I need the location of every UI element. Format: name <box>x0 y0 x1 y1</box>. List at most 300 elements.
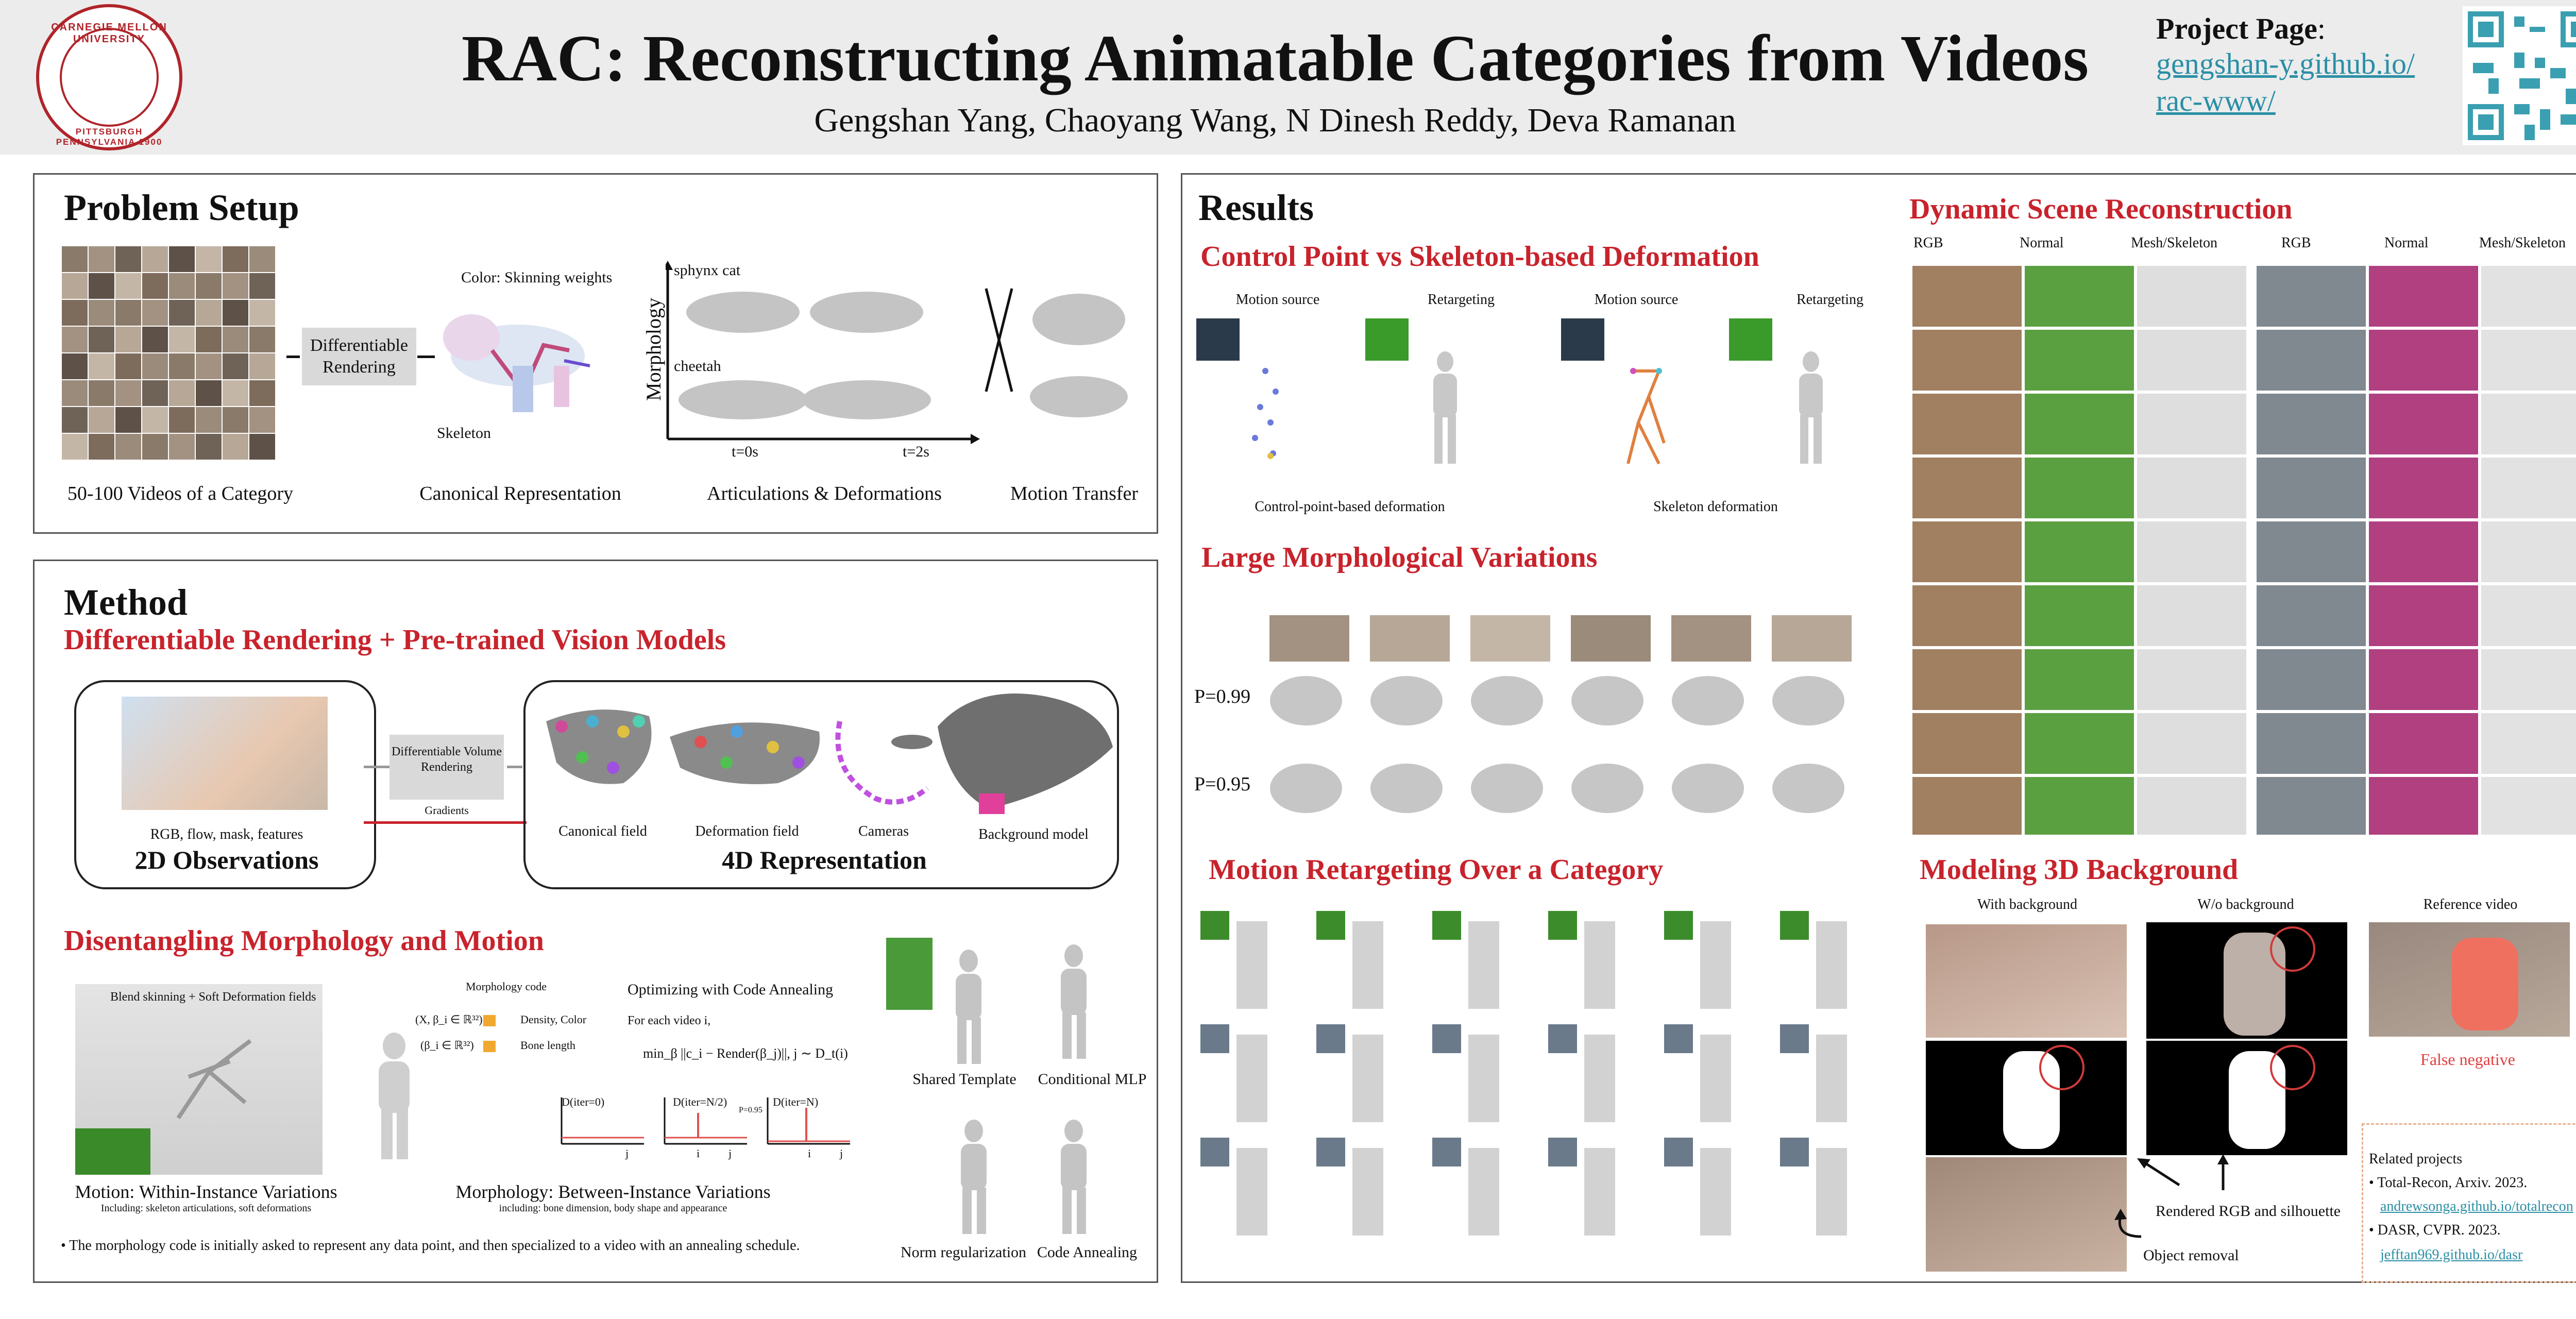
dynamic-frame <box>2025 394 2134 454</box>
animal-photo <box>1470 615 1550 662</box>
dynamic-frame <box>2257 585 2366 646</box>
dynamic-title: Dynamic Scene Reconstruction <box>1909 193 2293 225</box>
code-bars <box>483 1015 496 1026</box>
video-thumbnail <box>115 407 141 433</box>
retarget-thumbnail <box>1200 911 1229 940</box>
video-thumbnail <box>142 434 168 460</box>
video-thumbnail <box>115 300 141 326</box>
retarget-thumbnail <box>1780 911 1809 940</box>
video-thumbnail <box>142 353 168 379</box>
dynamic-frame <box>2137 713 2246 774</box>
dyn-col-mesh-2: Mesh/Skeleton <box>2479 235 2566 251</box>
video-thumbnail <box>89 434 114 460</box>
dynamic-frame <box>2481 777 2576 835</box>
silhouette-1 <box>1926 1041 2127 1155</box>
video-thumbnail <box>196 353 222 379</box>
video-thumbnail <box>223 327 248 352</box>
dynamic-frame <box>2369 330 2478 391</box>
animal-photo <box>1671 615 1751 662</box>
video-thumbnail <box>62 407 88 433</box>
dynamic-frame <box>2369 649 2478 710</box>
dynamic-frame <box>2137 266 2246 327</box>
canonical-field-label: Canonical field <box>558 823 647 839</box>
bg-without-1 <box>2146 922 2347 1039</box>
dynamic-frame <box>2369 713 2478 774</box>
arrow-icon <box>2215 1154 2231 1190</box>
video-thumbnail <box>169 246 195 272</box>
axis-i: i <box>697 1147 700 1160</box>
eq2-left: (β_i ∈ ℝ³²) <box>420 1039 474 1052</box>
retarget-thumbnail <box>1432 1138 1461 1166</box>
bg-col-without: W/o background <box>2197 897 2294 912</box>
dynamic-frame <box>2481 585 2576 646</box>
animal-photo-row <box>1269 615 1857 662</box>
retarget-human <box>1700 1148 1731 1236</box>
animal-mesh <box>1270 764 1342 813</box>
dyn-col-normal-2: Normal <box>2384 235 2429 251</box>
dynamic-frame <box>2481 266 2576 327</box>
retarget-thumbnail <box>1664 911 1693 940</box>
dynamic-frame <box>2025 713 2134 774</box>
code-annealing-label: Code Annealing <box>1037 1244 1138 1261</box>
annealing-objective: min_β ||c_i − Render(β_j)||, j ∼ D_t(i) <box>643 1046 848 1061</box>
video-thumbnail <box>89 353 114 379</box>
video-thumbnail <box>249 353 275 379</box>
video-thumbnail <box>223 246 248 272</box>
retarget-thumbnail <box>1780 1024 1809 1053</box>
dynamic-frame <box>1912 330 2022 391</box>
skeleton-retarget-figure <box>1788 350 1834 469</box>
dynamic-frame <box>2137 521 2246 582</box>
background-model-figure <box>927 685 1118 824</box>
dynamic-frame <box>1912 521 2022 582</box>
video-thumbnail <box>196 246 222 272</box>
dynamic-frame <box>2025 521 2134 582</box>
video-thumbnail <box>169 407 195 433</box>
dynamic-frame <box>2257 330 2366 391</box>
video-thumbnail <box>62 434 88 460</box>
animal-mesh <box>1772 764 1844 813</box>
gradients-label: Gradients <box>425 804 469 817</box>
canonical-cat-mesh <box>435 289 616 422</box>
retarget-thumbnail <box>1432 911 1461 940</box>
video-thumbnail <box>62 353 88 379</box>
retarget-human <box>1352 1148 1383 1236</box>
caption-videos: 50-100 Videos of a Category <box>67 483 294 504</box>
retarget-human <box>1584 1148 1615 1236</box>
caption-canonical: Canonical Representation <box>419 483 621 504</box>
animal-mesh <box>1571 764 1643 813</box>
bg-col-reference: Reference video <box>2423 897 2518 912</box>
axis-j: j <box>728 1147 732 1160</box>
video-thumbnail <box>196 300 222 326</box>
poster-authors: Gengshan Yang, Chaoyang Wang, N Dinesh Reddy, Deva Ramanan <box>814 102 1736 139</box>
video-thumbnail <box>142 300 168 326</box>
dynamic-frame <box>2369 458 2478 518</box>
norm-regularization-figure <box>948 1118 999 1237</box>
reference-video-frame <box>2369 922 2570 1037</box>
cp-title: Control Point vs Skeleton-based Deformation <box>1200 241 1759 273</box>
animal-mesh <box>1471 764 1543 813</box>
video-thumbnail <box>142 407 168 433</box>
code-annealing-figure <box>1048 1118 1099 1237</box>
arrow <box>507 766 522 768</box>
axis-i: i <box>808 1147 811 1160</box>
deformation-field-label: Deformation field <box>695 823 799 839</box>
video-thumbnail <box>169 380 195 406</box>
video-thumbnail <box>169 434 195 460</box>
video-thumbnail <box>223 300 248 326</box>
dynamic-frame <box>2369 521 2478 582</box>
video-thumbnail <box>249 327 275 352</box>
dynamic-frame <box>2025 777 2134 835</box>
video-thumbnail <box>223 407 248 433</box>
motion-subtitle: Including: skeleton articulations, soft deformations <box>100 1203 312 1214</box>
shared-template-figure <box>943 948 994 1067</box>
retarget-thumbnail <box>1780 1138 1809 1166</box>
morph-mesh-grid <box>1267 670 1860 824</box>
video-thumbnail <box>115 273 141 299</box>
dynamic-frame <box>2025 649 2134 710</box>
video-thumbnail <box>115 246 141 272</box>
p095-label: P=0.95 <box>1194 773 1251 795</box>
dynamic-frame <box>2481 330 2576 391</box>
retarget-thumbnail <box>1200 1138 1229 1166</box>
retarget-grid <box>1200 911 1886 1241</box>
cp-retargeting-2: Retargeting <box>1796 292 1864 308</box>
video-thumbnail <box>62 300 88 326</box>
disentangle-title: Disentangling Morphology and Motion <box>64 925 544 957</box>
caption-motion-transfer: Motion Transfer <box>1010 483 1139 504</box>
d-iter-n: D(iter=N) <box>773 1095 819 1108</box>
video-thumbnail <box>223 380 248 406</box>
cp-thumb <box>1196 318 1240 361</box>
retarget-human <box>1236 921 1267 1009</box>
video-thumbnail <box>169 273 195 299</box>
video-thumbnail <box>142 246 168 272</box>
retarget-thumbnail <box>1548 1024 1577 1053</box>
retarget-human <box>1468 1148 1499 1236</box>
dyn-col-rgb: RGB <box>1913 235 1943 251</box>
code-bars <box>483 1041 496 1052</box>
seal-bottom-text: PITTSBURGH PENNSYLVANIA 1900 <box>56 127 163 147</box>
articulation-chart <box>666 261 980 444</box>
animal-mesh <box>1370 764 1443 813</box>
retarget-human <box>1236 1035 1267 1122</box>
video-thumbnail <box>142 327 168 352</box>
skeleton-label: Skeleton <box>437 425 491 442</box>
video-thumbnail <box>196 327 222 352</box>
seal-top-text: CARNEGIE MELLON UNIVERSITY <box>51 22 167 45</box>
animal-mesh <box>1571 676 1643 725</box>
video-thumbnail <box>62 327 88 352</box>
morphology-code-label: Morphology code <box>466 980 547 993</box>
arrow-icon <box>2133 1154 2184 1190</box>
method-title: Method <box>64 582 188 623</box>
video-thumbnail <box>89 407 114 433</box>
dyn-col-mesh: Mesh/Skeleton <box>2131 235 2217 251</box>
video-thumbnail <box>169 327 195 352</box>
dynamic-frame <box>2137 330 2246 391</box>
blend-skinning-label: Blend skinning + Soft Deformation fields <box>110 990 316 1004</box>
object-removal-label: Object removal <box>2143 1247 2239 1264</box>
video-thumbnail <box>62 380 88 406</box>
d-iter-half: D(iter=N/2) <box>673 1095 727 1108</box>
observations-caption: RGB, flow, mask, features <box>150 826 303 842</box>
p099-label: P=0.99 <box>1194 686 1251 707</box>
dynamic-frame <box>2369 394 2478 454</box>
method-subtitle: Differentiable Rendering + Pre-trained Vision Models <box>64 624 726 656</box>
video-thumbnail <box>196 273 222 299</box>
retarget-thumbnail <box>1316 1024 1345 1053</box>
video-thumbnail <box>89 327 114 352</box>
related-1: • Total-Recon, Arxiv. 2023. <box>2369 1175 2528 1191</box>
rendered-rgb-label: Rendered RGB and silhouette <box>2156 1203 2341 1220</box>
dynamic-frame <box>2137 394 2246 454</box>
dynamic-frame <box>2025 330 2134 391</box>
animal-photo <box>1772 615 1852 662</box>
retarget-human <box>1700 921 1731 1009</box>
dynamic-frame <box>2257 777 2366 835</box>
eq1-left: (X, β_i ∈ ℝ³²) <box>415 1013 483 1026</box>
dynamic-frame <box>2257 521 2366 582</box>
dynamic-frame <box>1912 649 2022 710</box>
dynamic-frame <box>2257 713 2366 774</box>
dynamic-frame <box>1912 394 2022 454</box>
animal-mesh <box>1672 764 1744 813</box>
video-thumbnail <box>115 380 141 406</box>
t0-label: t=0s <box>732 443 758 460</box>
video-thumbnail <box>196 380 222 406</box>
video-thumbnail <box>142 380 168 406</box>
retarget-human <box>1816 1148 1847 1236</box>
conditional-mlp-figure <box>1048 943 1099 1061</box>
video-thumbnail <box>62 273 88 299</box>
shared-template-label: Shared Template <box>912 1071 1016 1088</box>
video-thumbnail <box>169 300 195 326</box>
video-thumbnail <box>89 380 114 406</box>
animal-mesh <box>1672 676 1744 725</box>
gradients-arrow <box>364 821 527 824</box>
project-page-link[interactable]: gengshan-y.github.io/ rac-www/ <box>2156 47 2415 117</box>
related-2-link[interactable]: jefftan969.github.io/dasr <box>2380 1247 2523 1263</box>
canonical-field-figure <box>536 701 665 793</box>
retarget-thumbnail <box>1664 1138 1693 1166</box>
video-thumbnail <box>249 300 275 326</box>
silhouette-2 <box>2146 1041 2347 1155</box>
related-title: Related projects <box>2369 1151 2463 1167</box>
dynamic-frame <box>2481 649 2576 710</box>
video-thumbnail <box>196 434 222 460</box>
dynamic-frame <box>2137 777 2246 835</box>
animal-mesh <box>1370 676 1443 725</box>
cameras-figure <box>829 711 938 814</box>
dynamic-frame <box>2369 266 2478 327</box>
video-thumbnail <box>249 434 275 460</box>
representation-title: 4D Representation <box>722 845 927 874</box>
dvr-box: Differentiable Volume Rendering <box>389 735 504 800</box>
retarget-title: Motion Retargeting Over a Category <box>1209 854 1664 886</box>
t2-label: t=2s <box>903 443 929 460</box>
observation-image <box>122 697 328 810</box>
retarget-thumbnail <box>1548 1138 1577 1166</box>
cp-retarget-figure <box>1422 350 1468 469</box>
animal-mesh <box>1772 676 1844 725</box>
morph-variation-title: Large Morphological Variations <box>1201 542 1598 573</box>
video-thumbnail <box>249 380 275 406</box>
dynamic-frame <box>2025 458 2134 518</box>
cameras-label: Cameras <box>858 823 909 839</box>
dynamic-frame <box>1912 458 2022 518</box>
video-thumbnail <box>62 246 88 272</box>
video-thumbnail <box>89 273 114 299</box>
retarget-thumbnail <box>1548 911 1577 940</box>
retarget-human <box>1352 921 1383 1009</box>
retarget-thumbnail <box>1316 911 1345 940</box>
p-095-label: P=0.95 <box>739 1106 762 1114</box>
method-footnote: • The morphology code is initially asked to represent any data point, and then specialized to a video with an annealing schedule. <box>61 1238 800 1254</box>
animal-mesh <box>1270 676 1342 725</box>
arrow <box>286 356 300 358</box>
eq1-right: Density, Color <box>520 1013 587 1026</box>
animal-photo <box>1269 615 1349 662</box>
cp-motion-source-2: Motion source <box>1594 292 1679 308</box>
dynamic-frame <box>2481 458 2576 518</box>
dynamic-frame <box>2369 585 2478 646</box>
object-removal-frame <box>1926 1157 2127 1272</box>
retarget-human <box>1816 1035 1847 1122</box>
dyn-col-rgb-2: RGB <box>2281 235 2311 251</box>
video-thumbnail <box>115 434 141 460</box>
dynamic-frame <box>1912 266 2022 327</box>
cp-motion-source-1: Motion source <box>1235 292 1320 308</box>
dynamic-frame <box>2481 394 2576 454</box>
retarget-thumbnail <box>1664 1024 1693 1053</box>
motion-title: Motion: Within-Instance Variations <box>75 1181 337 1202</box>
norm-regularization-label: Norm regularization <box>900 1244 1027 1261</box>
dynamic-frame <box>2257 266 2366 327</box>
color-skinning-label: Color: Skinning weights <box>461 269 613 286</box>
background-model-label: Background model <box>978 826 1089 842</box>
morphology-axis-label: Morphology <box>642 298 665 401</box>
dynamic-frame <box>1912 585 2022 646</box>
conditional-mlp-label: Conditional MLP <box>1038 1071 1147 1088</box>
morph-title: Morphology: Between-Instance Variations <box>455 1181 771 1202</box>
d-iter-0: D(iter=0) <box>562 1095 605 1108</box>
cheetah-label: cheetah <box>674 358 721 375</box>
related-2: • DASR, CVPR. 2023. <box>2369 1222 2501 1238</box>
curved-arrow-icon <box>2110 1206 2146 1242</box>
cp-caption-2: Skeleton deformation <box>1653 499 1778 515</box>
animal-photo <box>1370 615 1450 662</box>
video-thumbnail <box>223 273 248 299</box>
video-collage <box>62 246 278 463</box>
video-thumbnail <box>223 353 248 379</box>
video-thumbnail <box>196 407 222 433</box>
poster-title: RAC: Reconstructing Animatable Categories from Videos <box>461 22 2089 95</box>
project-page-label: Project Page: <box>2156 12 2326 45</box>
cp-retargeting-1: Retargeting <box>1427 292 1495 308</box>
false-negative-label: False negative <box>2420 1050 2515 1069</box>
human-template-figure <box>361 1030 428 1164</box>
dynamic-frame <box>1912 713 2022 774</box>
skeleton-figure <box>1618 366 1674 469</box>
motion-figure <box>75 984 323 1175</box>
dynamic-frame <box>2025 585 2134 646</box>
video-thumbnail <box>89 300 114 326</box>
cp-thumb <box>1561 318 1604 361</box>
dynamic-frame <box>2257 649 2366 710</box>
cp-thumb <box>1365 318 1409 361</box>
retarget-thumbnail <box>1316 1138 1345 1166</box>
dynamic-frame <box>2481 713 2576 774</box>
video-thumbnail <box>169 353 195 379</box>
retarget-thumbnail <box>1200 1024 1229 1053</box>
annealing-title: Optimizing with Code Annealing <box>628 981 834 998</box>
retarget-thumbnail <box>1432 1024 1461 1053</box>
retarget-human <box>1236 1148 1267 1236</box>
retarget-human <box>1468 1035 1499 1122</box>
dynamic-frame <box>2257 458 2366 518</box>
related-1-link[interactable]: andrewsonga.github.io/totalrecon <box>2380 1198 2573 1214</box>
video-thumbnail <box>115 353 141 379</box>
retarget-human <box>1816 921 1847 1009</box>
arrow <box>417 356 435 358</box>
template-photo <box>886 938 933 1010</box>
video-thumbnail <box>249 273 275 299</box>
control-point-figure <box>1245 361 1296 464</box>
video-thumbnail <box>142 273 168 299</box>
motion-transfer-figure <box>981 268 1136 422</box>
retarget-human <box>1584 921 1615 1009</box>
dynamic-frame <box>2257 394 2366 454</box>
dynamic-frame <box>1912 777 2022 835</box>
video-thumbnail <box>249 246 275 272</box>
video-thumbnail <box>223 434 248 460</box>
animal-photo <box>1571 615 1651 662</box>
video-thumbnail <box>249 407 275 433</box>
dynamic-grid <box>1912 266 2576 835</box>
dynamic-frame <box>2137 585 2246 646</box>
sphynx-cat-label: sphynx cat <box>674 262 741 279</box>
morph-subtitle: including: bone dimension, body shape and appearance <box>499 1203 727 1214</box>
dynamic-frame <box>2137 649 2246 710</box>
retarget-human <box>1700 1035 1731 1122</box>
cp-thumb <box>1729 318 1772 361</box>
video-thumbnail <box>89 246 114 272</box>
deformation-field-figure <box>665 706 829 793</box>
bg-with-1 <box>1926 924 2127 1038</box>
qr-code[interactable] <box>2463 6 2576 145</box>
dyn-col-normal: Normal <box>2020 235 2064 251</box>
dynamic-frame <box>2481 521 2576 582</box>
cp-caption-1: Control-point-based deformation <box>1255 499 1445 515</box>
retarget-human <box>1468 921 1499 1009</box>
differentiable-rendering-box: Differentiable Rendering <box>302 328 416 385</box>
animal-mesh <box>1471 676 1543 725</box>
for-each-video: For each video i, <box>628 1014 711 1027</box>
results-title: Results <box>1198 187 1314 228</box>
eq2-right: Bone length <box>520 1039 575 1052</box>
problem-setup-title: Problem Setup <box>64 187 299 228</box>
axis-j: j <box>625 1147 629 1160</box>
caption-articulations: Articulations & Deformations <box>707 483 942 504</box>
bg-col-with: With background <box>1977 897 2078 912</box>
bg-title: Modeling 3D Background <box>1920 854 2239 886</box>
retarget-human <box>1352 1035 1383 1122</box>
dynamic-frame <box>2369 777 2478 835</box>
dynamic-frame <box>2025 266 2134 327</box>
